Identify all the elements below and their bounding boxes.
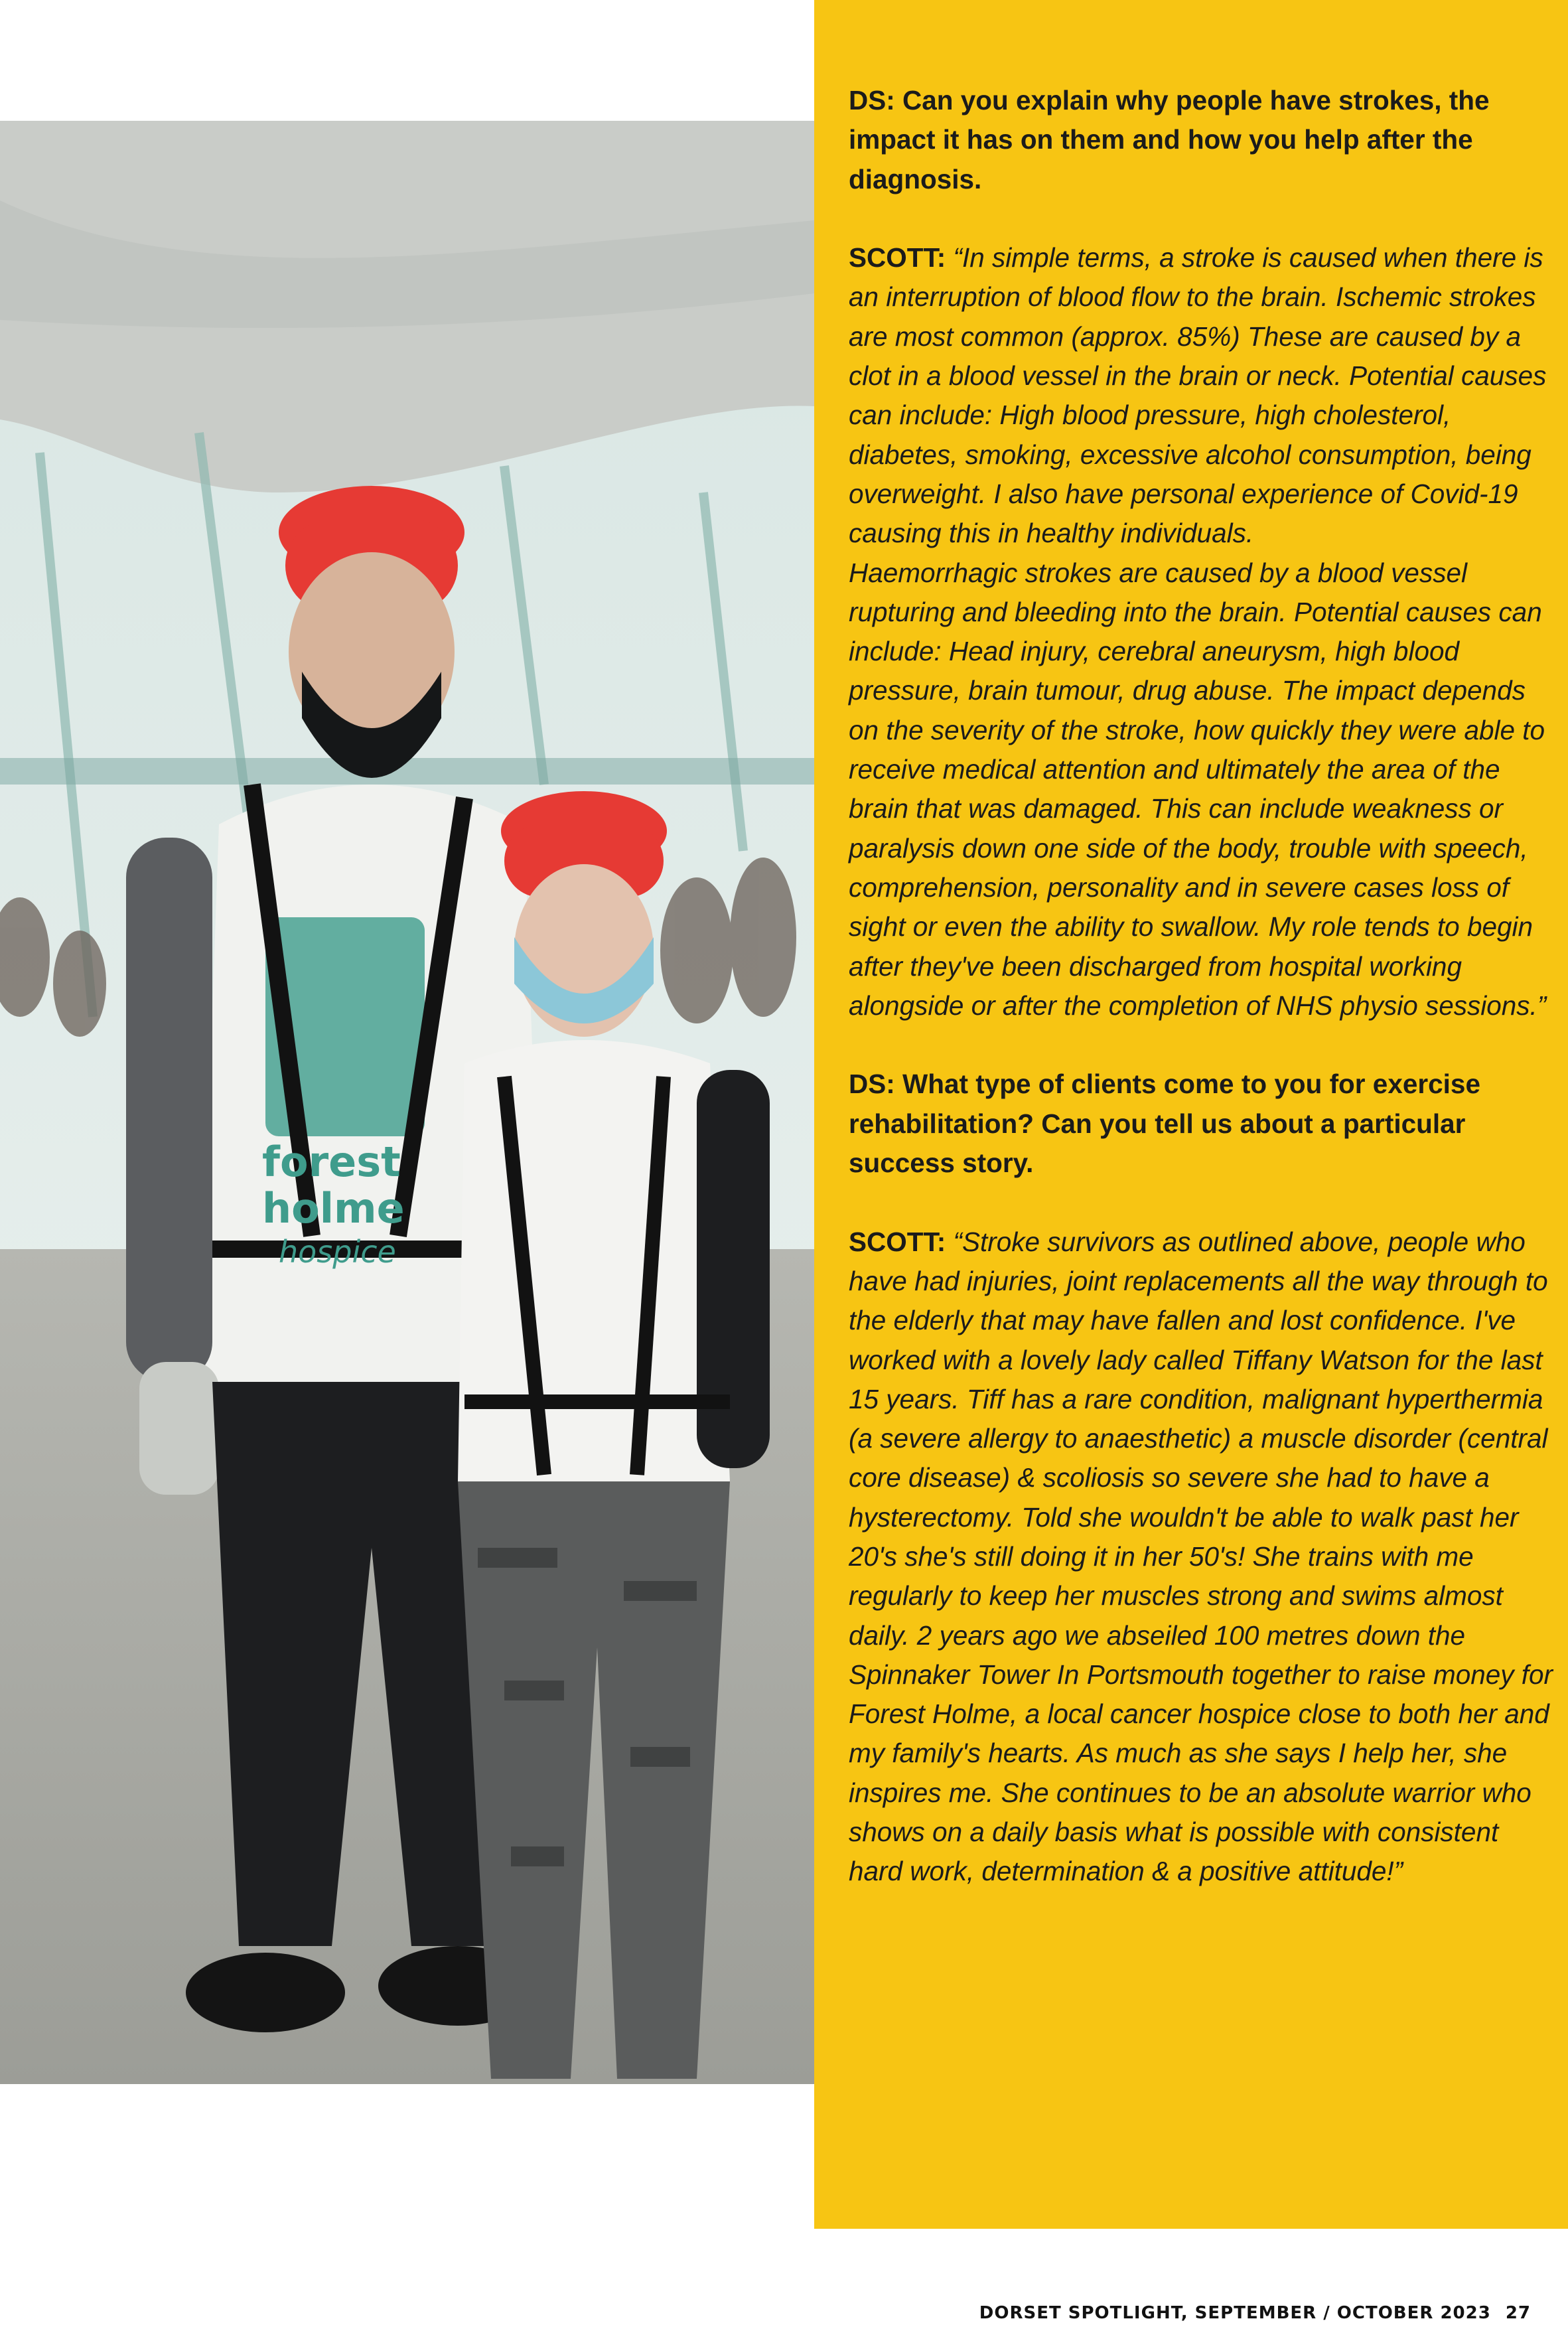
speaker-label: SCOTT: bbox=[849, 1226, 946, 1257]
answer-2-text: “Stroke survivors as outlined above, people who have had injuries, joint replacements all the way through to the elderly that may have fallen and lost confidence. I've worked with a lovely lady called Tiffany Watson for the last 15 years. Tiff has a rare condition, malignant hyperthermia (a severe allergy to anaesthetic) a muscle disorder (central core disease) & scoliosis so severe she had to have a hysterectomy. Told she wouldn't be able to walk past her 20's she's still doing it in her 50's! She trains with me regularly to keep her muscles strong and swims almost daily. 2 years ago we abseiled 100 metres down the Spinnaker Tower In Portsmouth together to raise money for Forest Holme, a local cancer hospice close to both her and my family's hearts. As much as she says I help her, she inspires me. She continues to be an absolute warrior who shows on a daily basis what is possible with consistent hard work, determination & a positive attitude!” bbox=[849, 1226, 1553, 1887]
question-1: DS: Can you explain why people have strokes, the impact it has on them and how you help after the diagnosis. bbox=[849, 85, 1490, 194]
answer-1 bbox=[849, 238, 1559, 553]
answer-1-text: “In simple terms, a stroke is caused when there is an interruption of blood flow to the brain. Ischemic strokes are most common (approx. 85%) These are caused by a clot in a blood vessel in the brain or neck. Potential causes can include: High blood pressure, high cholesterol, diabetes, smoking, excessive alcohol consumption, being overweight. I also have personal experience of Covid-19 causing this in healthy individuals. bbox=[849, 242, 1547, 549]
shirt-text-1: forest bbox=[262, 1138, 401, 1186]
answer-2 bbox=[849, 1223, 1559, 1892]
shirt-text-2: holme bbox=[262, 1184, 405, 1233]
article-photo bbox=[0, 121, 814, 2084]
interview-text bbox=[849, 81, 1559, 1892]
question-2: DS: What type of clients come to you for exercise rehabilitation? Can you tell us about a particular success story. bbox=[849, 1069, 1480, 1179]
publication-info: DORSET SPOTLIGHT, SEPTEMBER / OCTOBER 2023 bbox=[979, 2303, 1491, 2323]
page-footer bbox=[979, 2303, 1531, 2323]
photo-illustration bbox=[0, 121, 814, 2084]
speaker-label: SCOTT: bbox=[849, 242, 946, 273]
answer-1-continued: Haemorrhagic strokes are caused by a blood vessel rupturing and bleeding into the brain. Potential causes can include: Head injury, cerebral aneurysm, high blood pressure, brain tumour, drug abuse. The impact depends on the severity of the stroke, how quickly they were able to receive medical attention and ultimately the area of the brain that was damaged. This can include weakness or paralysis down one side of the body, trouble with speech, comprehension, personality and in severe cases loss of sight or even the ability to swallow. My role tends to begin after they've been discharged from hospital working alongside or after the completion of NHS physio sessions.” bbox=[849, 557, 1547, 1021]
interview-panel bbox=[814, 0, 1568, 2229]
page-number: 27 bbox=[1505, 2303, 1531, 2323]
shirt-text-3: hospice bbox=[279, 1234, 396, 1270]
